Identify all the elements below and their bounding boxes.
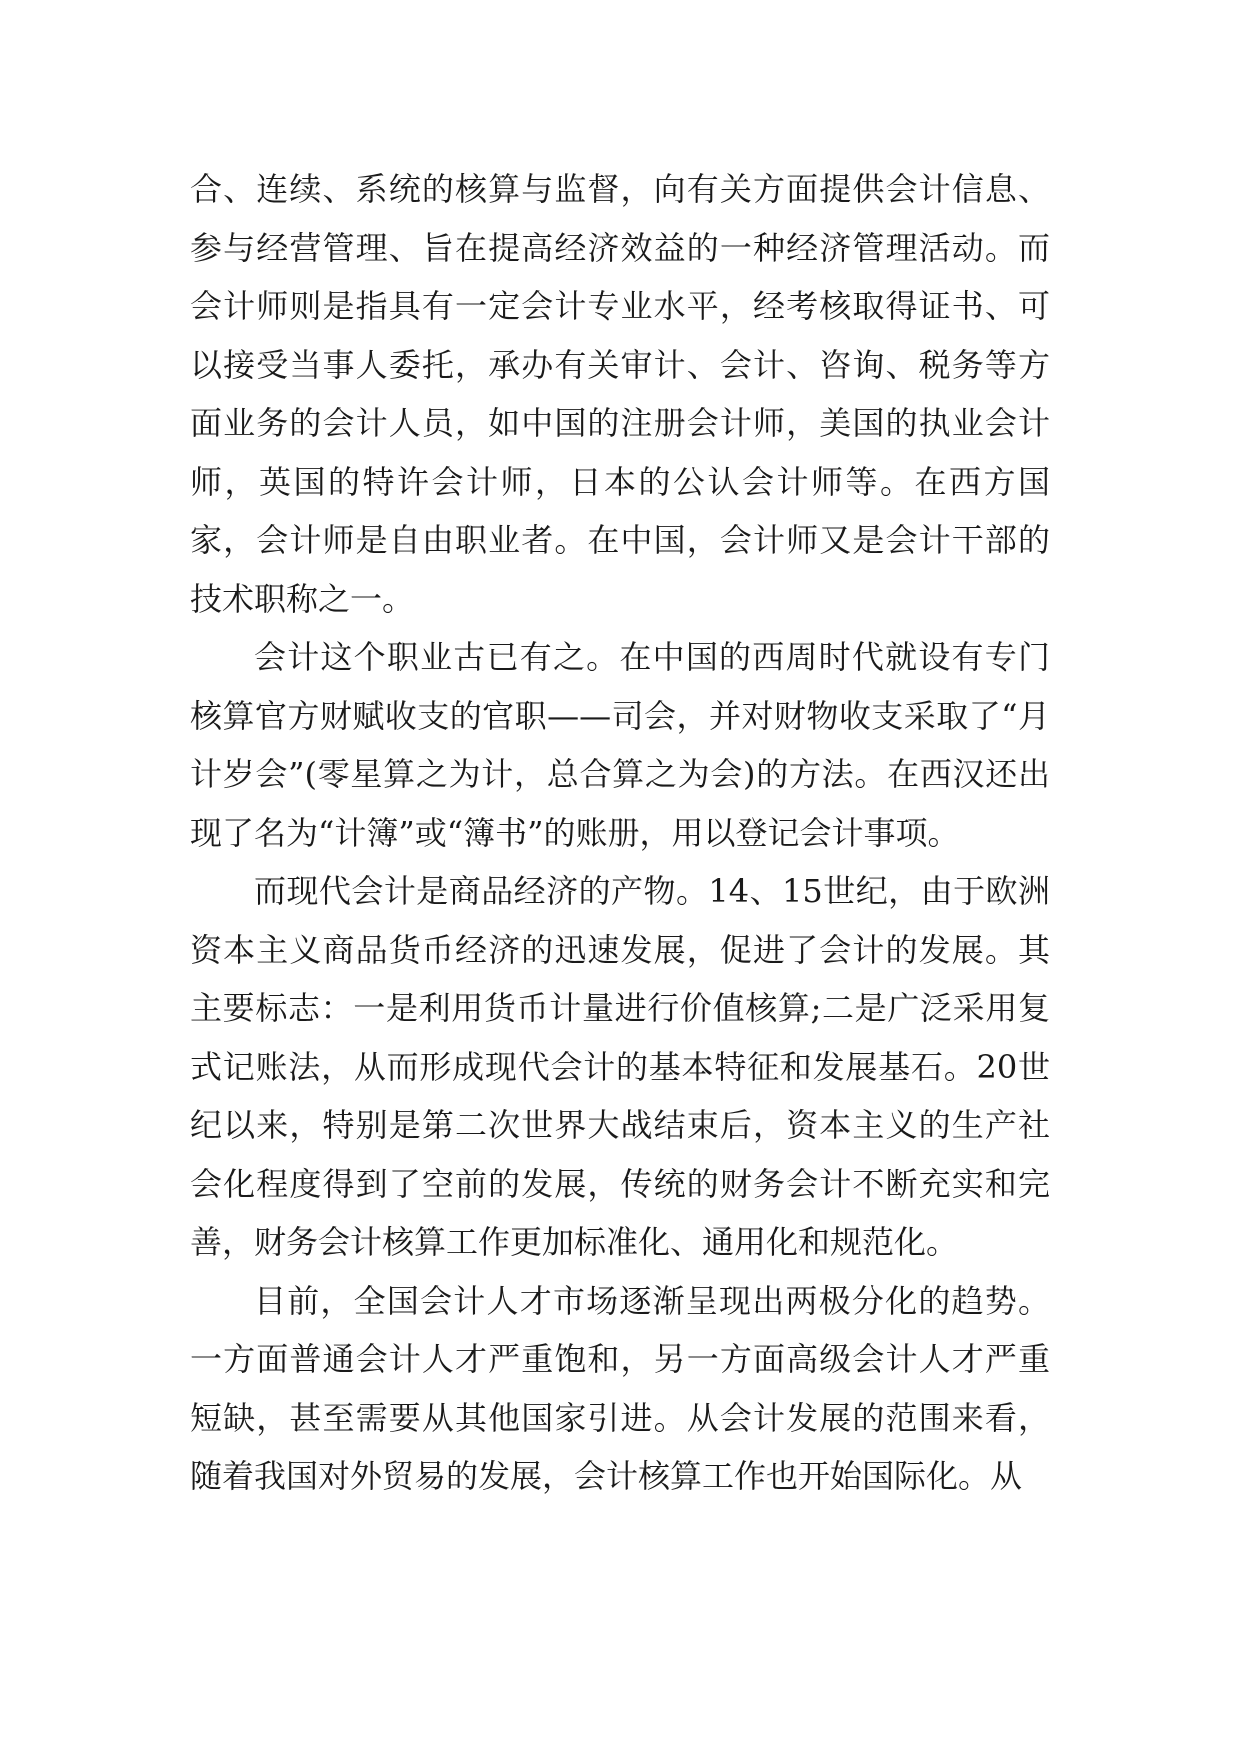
body-text — [190, 160, 1050, 1506]
paragraph-3: 而现代会计是商品经济的产物。14、15世纪，由于欧洲资本主义商品货币经济的迅速发展，促进了会计的发展。其主要标志：一是利用货币计量进行价值核算;二是广泛采用复式记账法，从而形成现代会计的基本特征和发展基石。20世纪以来，特别是第二次世界大战结束后，资本主义的生产社会化程度得到了空前的发展，传统的财务会计不断充实和完善，财务会计核算工作更加标准化、通用化和规范化。 — [190, 872, 1050, 1261]
paragraph-1: 合、连续、系统的核算与监督，向有关方面提供会计信息、参与经营管理、旨在提高经济效益的一种经济管理活动。而会计师则是指具有一定会计专业水平，经考核取得证书、可以接受当事人委托，承办有关审计、会计、咨询、税务等方面业务的会计人员，如中国的注册会计师，美国的执业会计师，英国的特许会计师，日本的公认会计师等。在西方国家，会计师是自由职业者。在中国，会计师又是会计干部的技术职称之一。 — [190, 170, 1050, 618]
paragraph-4: 目前，全国会计人才市场逐渐呈现出两极分化的趋势。一方面普通会计人才严重饱和，另一方面高级会计人才严重短缺，甚至需要从其他国家引进。从会计发展的范围来看，随着我国对外贸易的发展，会计核算工作也开始国际化。从 — [190, 1281, 1050, 1495]
paragraph-2: 会计这个职业古已有之。在中国的西周时代就设有专门核算官方财赋收支的官职——司会，并对财物收支采取了“月计岁会”(零星算之为计，总合算之为会)的方法。在西汉还出现了名为“计簿”或“簿书”的账册，用以登记会计事项。 — [190, 638, 1050, 852]
